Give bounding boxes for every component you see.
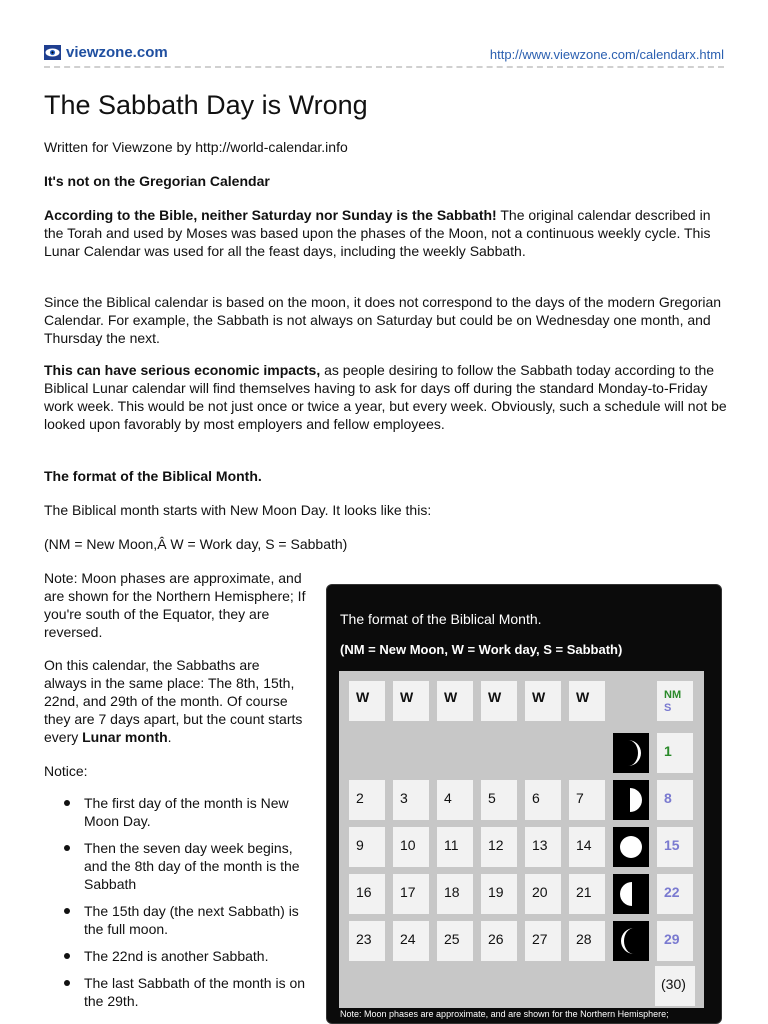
first-quarter-moon-icon [613,780,649,820]
paragraph-bible-bold: According to the Bible, neither Saturday nor Sunday is the Sabbath! [44,207,497,223]
day-cell: 12 [481,827,517,867]
calendar-footnote: Note: Moon phases are approximate, and are shown for the Northern Hemisphere; [340,1009,669,1019]
day-cell: 10 [393,827,429,867]
sabbath-day-cell: 8 [657,780,693,820]
day-cell: 17 [393,874,429,914]
workday-header: W [349,681,385,721]
list-item: The first day of the month is New Moon Day. [62,794,312,830]
workday-header: W [525,681,561,721]
day-cell: 9 [349,827,385,867]
paragraph-economic-rest: as people desiring to follow the Sabbath today according to the Biblical Lunar calendar will find themselves having to ask for days off during the standard Monday-to-Friday work week. This would be not just once or twice a year, but every week. Obviously, such a schedule will not be looked upon favorably by most employers and fellow employees. [44,362,727,432]
list-item: The 15th day (the next Sabbath) is the full moon. [62,902,312,938]
day-cell: 23 [349,921,385,961]
calendar-legend: (NM = New Moon, W = Work day, S = Sabbath) [340,642,623,657]
day-cell: 14 [569,827,605,867]
day-cell: 16 [349,874,385,914]
sabbaths-text: On this calendar, the Sabbaths are always in the same place: The 8th, 15th, 22nd, and 29th of the month. Of course they are 7 days apart, but the count starts every [44,657,303,745]
calendar-title: The format of the Biblical Month. [340,611,542,627]
eye-logo-icon [44,45,61,60]
lunar-month-bold: Lunar month [82,729,168,745]
paragraph-economic-bold: This can have serious economic impacts, [44,362,321,378]
biblical-month-calendar [326,584,722,1024]
waxing-crescent-icon [613,733,649,773]
sabbath-day-cell: 15 [657,827,693,867]
calendar-grid [339,671,704,1008]
paragraph-bible [44,206,728,260]
list-item: The last Sabbath of the month is on the 29th. [62,974,312,1010]
s-label: S [664,702,672,714]
day-cell: 13 [525,827,561,867]
day-cell: 7 [569,780,605,820]
day-cell: 5 [481,780,517,820]
paragraph-bible-rest: The original calendar described in the Torah and used by Moses was based upon the phases of the Moon, not a continuous weekly cycle. This Lunar Calendar was used for all the feast days, including the weekly Sabbath. [44,207,711,259]
waning-crescent-icon [613,921,649,961]
full-moon-icon [613,827,649,867]
day-cell: 19 [481,874,517,914]
section-heading-format: The format of the Biblical Month. [44,468,262,484]
paragraph-new-moon: The Biblical month starts with New Moon Day. It looks like this: [44,502,432,518]
day-cell: 21 [569,874,605,914]
new-moon-day: 1 [657,733,693,773]
day-cell: 26 [481,921,517,961]
paragraph-economic [44,361,728,433]
page-title: The Sabbath Day is Wrong [44,90,368,120]
day-cell: 18 [437,874,473,914]
workday-header: W [569,681,605,721]
new-moon-sabbath-header [657,681,693,721]
legend-text: (NM = New Moon,Â W = Work day, S = Sabbath) [44,536,348,552]
sabbath-day-cell: 22 [657,874,693,914]
list-item: Then the seven day week begins, and the 8th day of the month is the Sabbath [62,839,312,893]
sabbaths-end: . [167,729,172,745]
day-cell: 6 [525,780,561,820]
list-item: The 22nd is another Sabbath. [62,947,312,965]
workday-header: W [481,681,517,721]
day-30-cell: (30) [655,966,695,1006]
moon-note: Note: Moon phases are approximate, and are shown for the Northern Hemisphere; If you're south of the Equator, they are reversed. [44,570,306,640]
paragraph-sabbaths [44,656,306,746]
site-header [44,42,724,68]
site-logo[interactable] [44,44,168,61]
day-cell: 27 [525,921,561,961]
day-cell: 2 [349,780,385,820]
workday-header: W [437,681,473,721]
logo-text: viewzone.com [66,44,168,61]
notice-label: Notice: [44,763,88,779]
page-url-link[interactable]: http://www.viewzone.com/calendarx.html [489,47,724,62]
notice-list [62,794,312,1019]
nm-label: NM [664,689,682,701]
day-cell: 25 [437,921,473,961]
day-cell: 3 [393,780,429,820]
paragraph-moon: Since the Biblical calendar is based on the moon, it does not correspond to the days of the modern Gregorian Calendar. For example, the Sabbath is not always on Saturday but could be on Wednesday one month, and Thursday the next. [44,294,722,346]
byline: Written for Viewzone by http://world-calendar.info [44,139,348,155]
last-quarter-moon-icon [613,874,649,914]
day-cell: 24 [393,921,429,961]
sabbath-day-cell: 29 [657,921,693,961]
day-cell: 28 [569,921,605,961]
workday-header: W [393,681,429,721]
day-cell: 11 [437,827,473,867]
day-cell: 20 [525,874,561,914]
day-cell: 4 [437,780,473,820]
section-heading-gregorian: It's not on the Gregorian Calendar [44,173,270,189]
